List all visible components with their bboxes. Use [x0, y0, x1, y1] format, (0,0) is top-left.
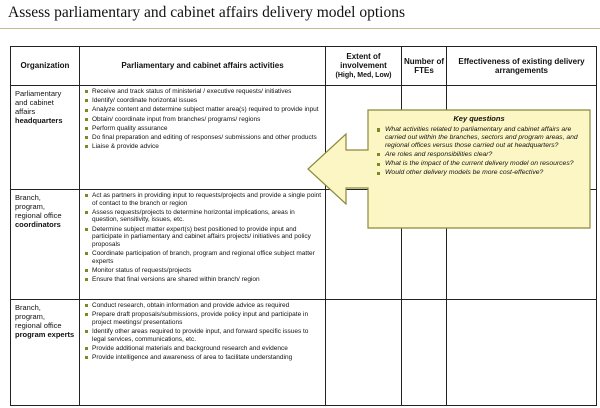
key-questions-list [368, 126, 590, 177]
activities-cell [80, 300, 326, 406]
org-line: regional office [15, 211, 62, 220]
list-item: Conduct research, obtain information and provide advice as required [84, 302, 322, 310]
header-organization: Organization [11, 47, 80, 86]
key-questions-box [368, 110, 590, 228]
header-activities: Parliamentary and cabinet affairs activities [80, 47, 326, 86]
effectiveness-cell [447, 300, 597, 406]
list-item: Receive and track status of ministerial / executive requests/ initiatives [84, 88, 322, 96]
list-item: Provide intelligence and awareness of area to facilitate understanding [84, 354, 322, 362]
list-item: Analyze content and determine subject matter area(s) required to provide input [84, 106, 322, 114]
table-row [11, 300, 597, 406]
org-cell [11, 300, 80, 406]
org-cell [11, 190, 80, 300]
list-item: Identify/ coordinate horizontal issues [84, 97, 322, 105]
header-ftes: Number of FTEs [402, 47, 447, 86]
list-item: Provide additional materials and background research and evidence [84, 345, 322, 353]
org-role: program experts [15, 330, 75, 339]
key-questions-title: Key questions [453, 114, 505, 123]
org-line: regional office [15, 321, 62, 330]
title-divider [0, 28, 600, 29]
activity-list [80, 86, 325, 151]
ftes-cell [402, 300, 447, 406]
list-item: Liaise & provide advice [84, 143, 322, 151]
extent-cell [326, 300, 402, 406]
list-item: Coordinate participation of branch, program and regional office subject matter experts [84, 250, 322, 265]
org-line: program, [15, 312, 46, 321]
activity-list [80, 190, 325, 284]
org-line: and cabinet [15, 98, 54, 107]
activities-cell [80, 190, 326, 300]
org-line: Parliamentary [15, 89, 62, 98]
list-item: Would other delivery models be more cost-effective? [376, 169, 584, 177]
header-row [11, 47, 597, 86]
list-item: What is the impact of the current delivery model on resources? [376, 160, 584, 168]
list-item: Do final preparation and editing of responses/ submissions and other products [84, 134, 322, 142]
list-item: Monitor status of requests/projects [84, 267, 322, 275]
activity-list [80, 300, 325, 362]
org-line: program, [15, 202, 46, 211]
list-item: Ensure that final versions are shared within branch/ region [84, 276, 322, 284]
list-item: Obtain/ coordinate input from branches/ programs/ regions [84, 116, 322, 124]
page-title: Assess parliamentary and cabinet affairs delivery model options [8, 4, 405, 21]
list-item: Perform quality assurance [84, 125, 322, 133]
list-item: Act as partners in providing input to requests/projects and provide a single point of contact to the branch or region [84, 192, 322, 207]
list-item: Assess requests/projects to determine horizontal implications, areas in question, sensitivity, issues, etc. [84, 209, 322, 224]
list-item: Identify other areas required to provide input, and forward specific issues to legal services, communications, etc. [84, 328, 322, 343]
list-item: Prepare draft proposals/submissions, provide policy input and participate in project meetings/ presentations [84, 311, 322, 326]
list-item: Determine subject matter expert(s) best positioned to provide input and participate in parliamentary and cabinet affairs projects/ initiatives and policy proposals [84, 226, 322, 249]
header-extent [326, 47, 402, 86]
activities-cell [80, 86, 326, 190]
org-role: coordinators [15, 220, 61, 229]
header-effectiveness: Effectiveness of existing delivery arrangements [447, 47, 597, 86]
org-role: headquarters [15, 116, 63, 125]
list-item: What activities related to parliamentary and cabinet affairs are carried out within the branches, sectors and program areas, and regional offices versus those carried out at headquarters? [376, 126, 584, 149]
org-cell [11, 86, 80, 190]
header-extent-label: Extent of involvement [340, 51, 387, 71]
header-extent-sub: (High, Med, Low) [335, 71, 392, 79]
org-line: Branch, [15, 193, 41, 202]
list-item: Are roles and responsibilities clear? [376, 151, 584, 159]
key-questions-callout [306, 108, 596, 230]
org-line: Branch, [15, 303, 41, 312]
org-line: affairs [15, 107, 36, 116]
